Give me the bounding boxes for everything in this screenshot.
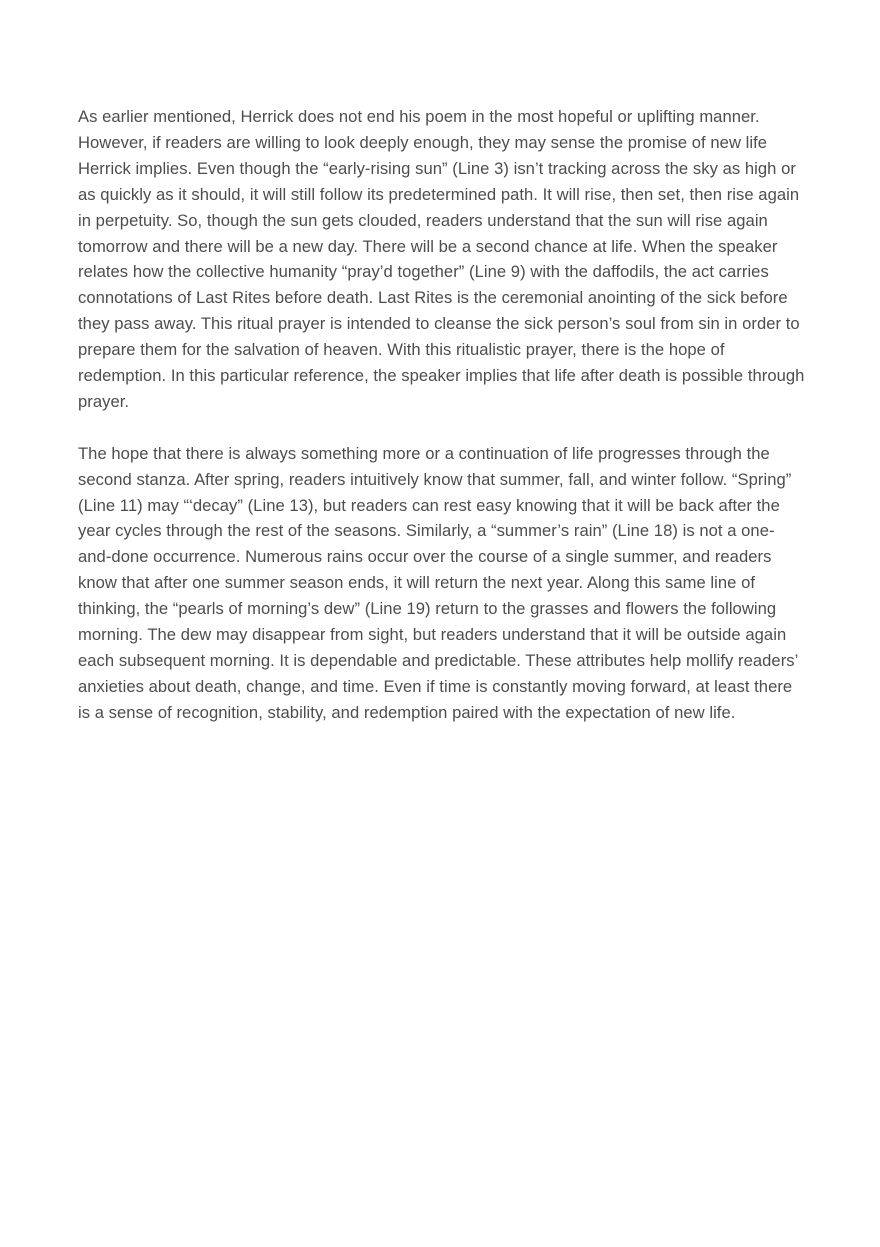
paragraph-1: As earlier mentioned, Herrick does not end his poem in the most hopeful or uplifting manner. However, if readers are willing to look deeply enough, they may sense the promise of new life Herrick implies. Even though the “early-rising sun” (Line 3) isn’t tracking across the sky as high or as quickly as it should, it will still follow its predetermined path. It will rise, then set, then rise again in perpetuity. So, though the sun gets clouded, readers understand that the sun will rise again tomorrow and there will be a new day. There will be a second chance at life. When the speaker relates how the collective humanity “pray’d together” (Line 9) with the daffodils, the act carries connotations of Last Rites before death. Last Rites is the ceremonial anointing of the sick before they pass away. This ritual prayer is intended to cleanse the sick person’s soul from sin in order to prepare them for the salvation of heaven. With this ritualistic prayer, there is the hope of redemption. In this particular reference, the speaker implies that life after death is possible through prayer.: [78, 107, 805, 411]
body-text: [78, 104, 806, 752]
paragraph-2: The hope that there is always something more or a continuation of life progresses through the second stanza. After spring, readers intuitively know that summer, fall, and winter follow. “Spring” (Line 11) may “‘decay” (Line 13), but readers can rest easy knowing that it will be back after the year cycles through the rest of the seasons. Similarly, a “summer’s rain” (Line 18) is not a one-and-done occurrence. Numerous rains occur over the course of a single summer, and readers know that after one summer season ends, it will return the next year. Along this same line of thinking, the “pearls of morning’s dew” (Line 19) return to the grasses and flowers the following morning. The dew may disappear from sight, but readers understand that it will be outside again each subsequent morning. It is dependable and predictable. These attributes help mollify readers’ anxieties about death, change, and time. Even if time is constantly moving forward, at least there is a sense of recognition, stability, and redemption paired with the expectation of new life.: [78, 443, 798, 722]
